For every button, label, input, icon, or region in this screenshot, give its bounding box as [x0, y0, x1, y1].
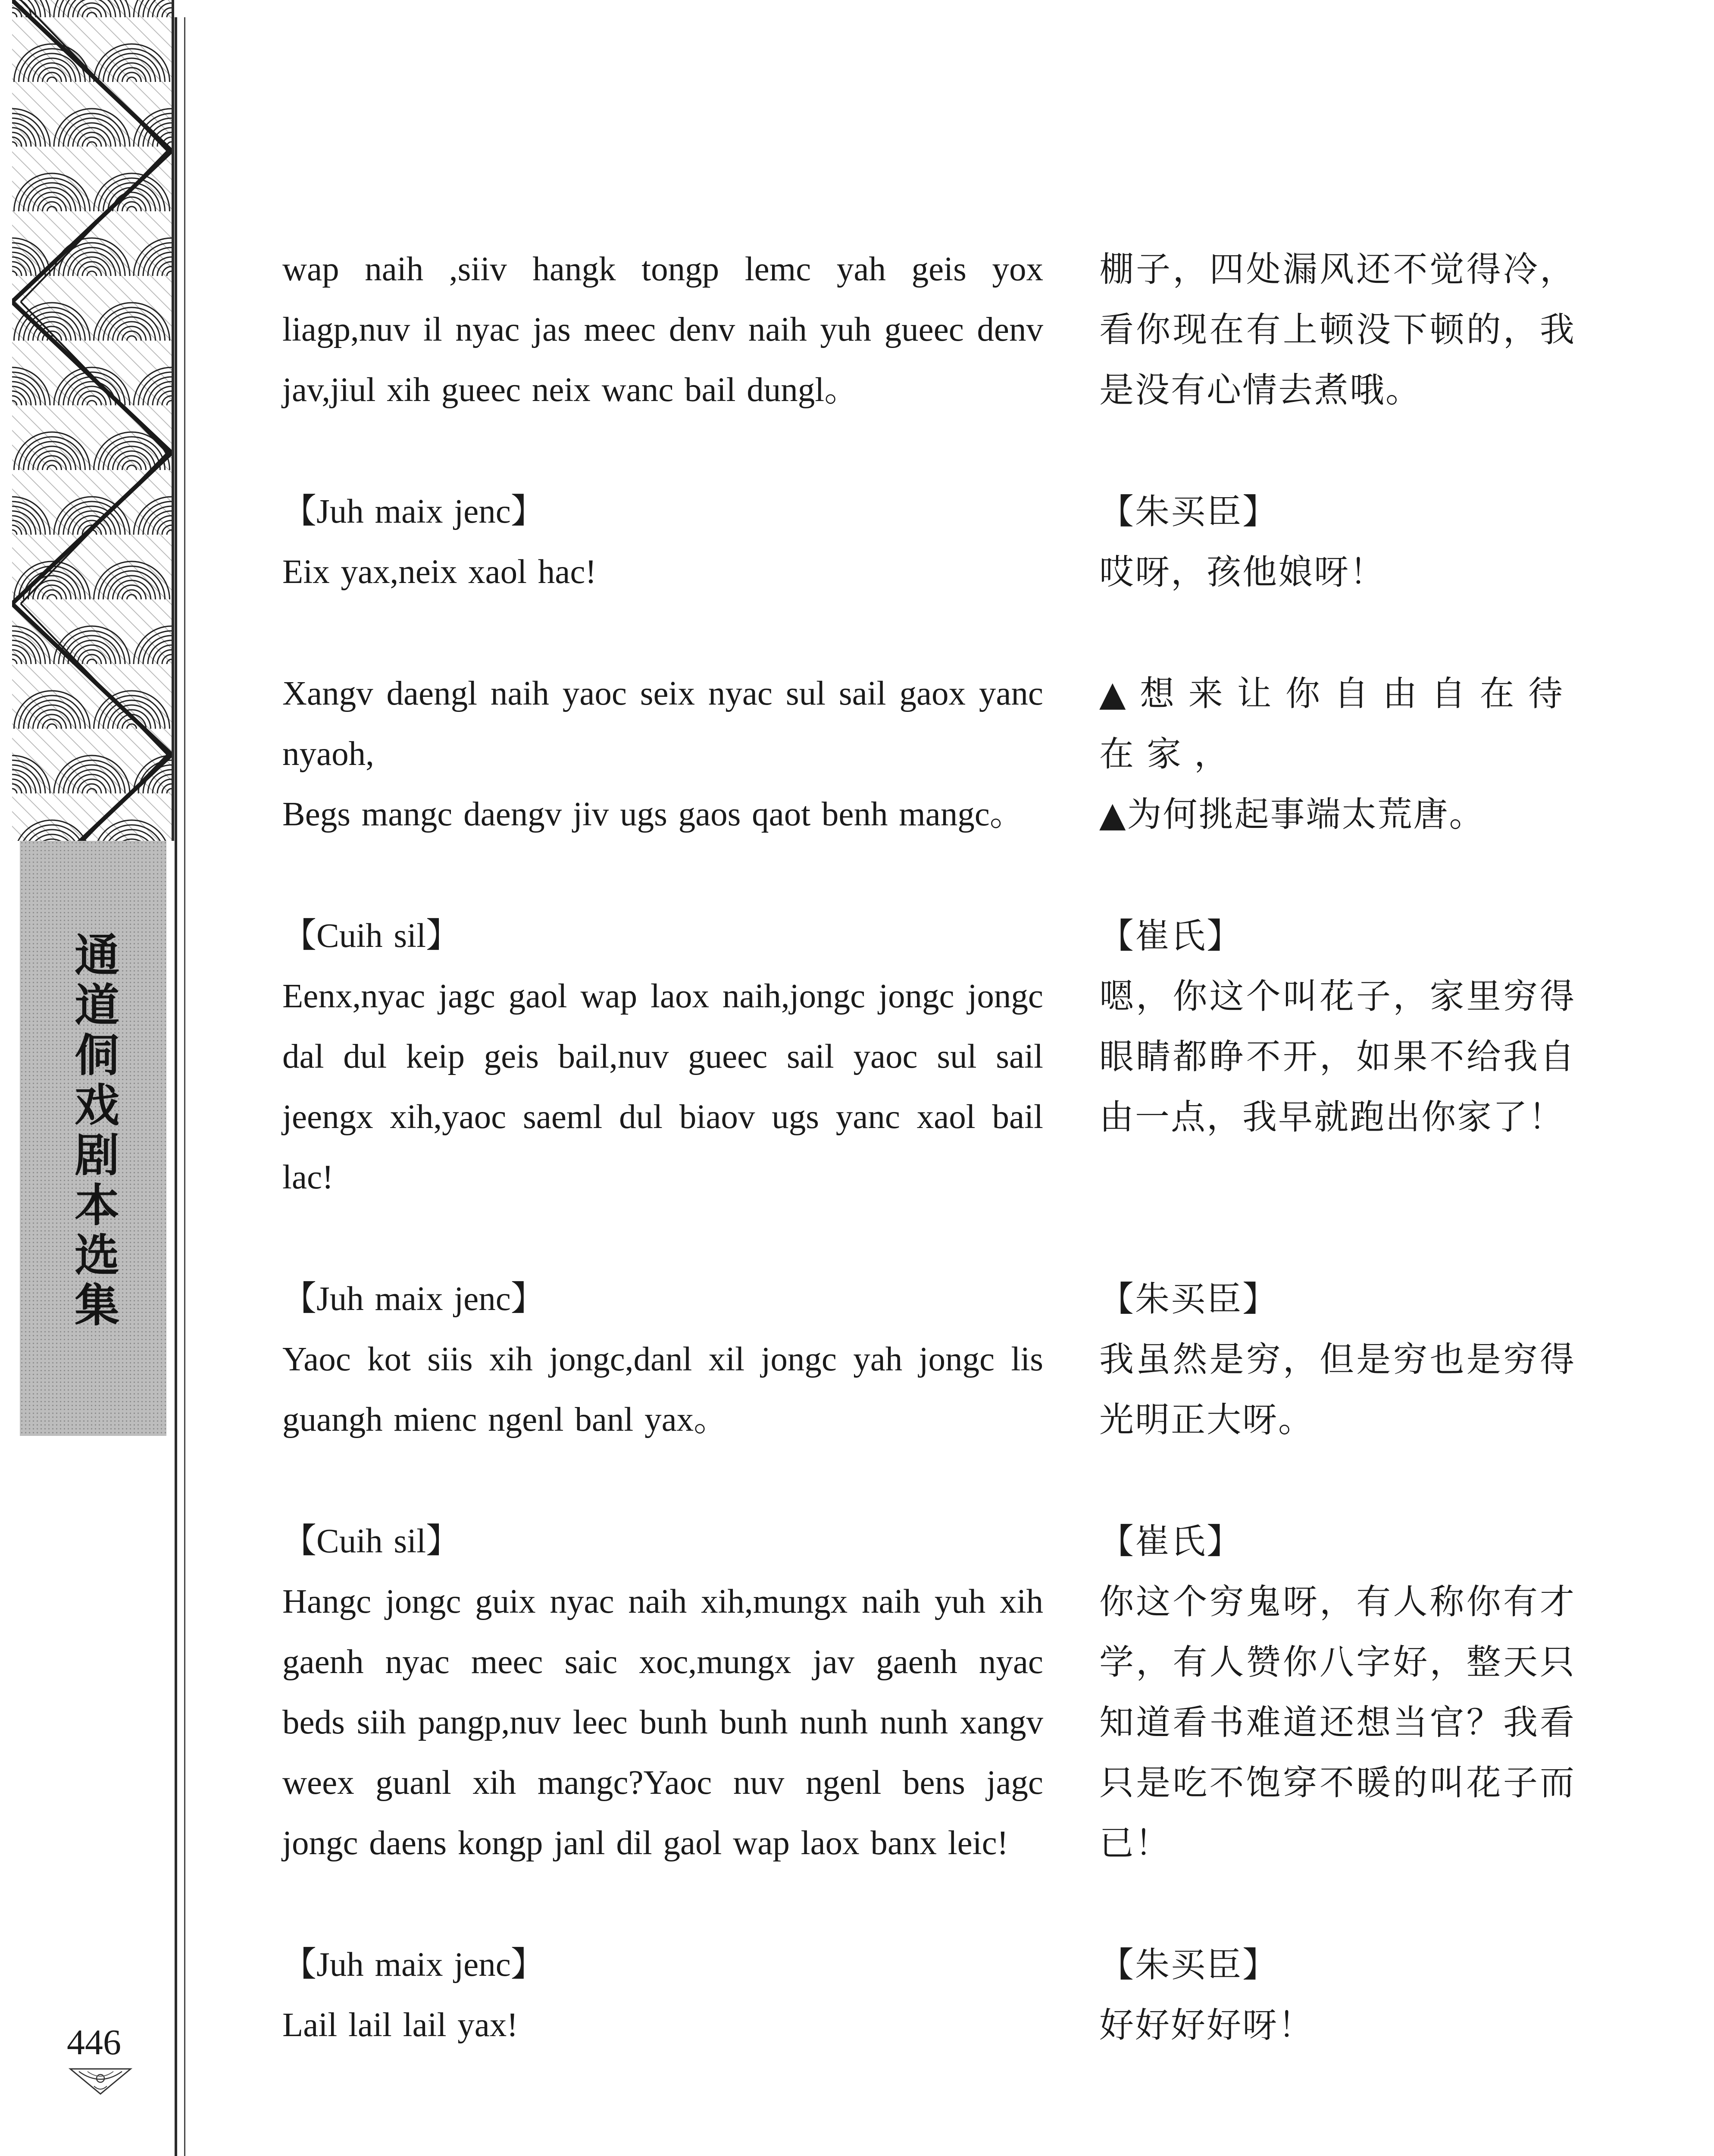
chinese-text-column	[1099, 482, 1576, 602]
chinese-text-column	[1099, 664, 1576, 845]
speaker-label: 【崔氏】	[1099, 916, 1242, 956]
bilingual-text	[282, 239, 1576, 2117]
text-block	[282, 482, 1576, 602]
text-block	[282, 664, 1576, 845]
margin-rule-thin	[184, 17, 185, 2156]
chinese-paragraph: 嗯，你这个叫花子，家里穷得眼睛都睁不开，如果不给我自由一点，我早就跑出你家了！	[1099, 976, 1576, 1137]
speaker-label: 【Juh maix jenc】	[282, 1946, 545, 1984]
chinese-text-column	[1099, 1269, 1576, 1450]
speaker-label: 【朱买臣】	[1099, 1945, 1278, 1985]
dong-text-column	[282, 239, 1043, 420]
chinese-text-column	[1099, 239, 1576, 420]
page-number: 446	[67, 2022, 121, 2062]
speaker-label: 【Cuih sil】	[282, 1523, 460, 1560]
dong-text-column	[282, 482, 1043, 602]
text-block	[282, 1269, 1576, 1450]
speaker-label: 【崔氏】	[1099, 1521, 1242, 1561]
dong-text-column	[282, 1511, 1043, 1874]
chinese-text-column	[1099, 906, 1576, 1208]
speaker-label: 【Juh maix jenc】	[282, 1280, 545, 1318]
book-title-panel	[20, 841, 166, 1436]
chinese-paragraph: ▲想来让你自由自在待在家，	[1099, 674, 1576, 774]
text-block	[282, 906, 1576, 1208]
dong-text-column	[282, 1269, 1043, 1450]
dong-paragraph: Hangc jongc guix nyac naih xih,mungx naih yuh xih gaenh nyac meec saic xoc,mungx jav gaenh nyac beds siih pangp,nuv leec bunh bunh nunh nunh xangv weex guanl xih mangc?Yaoc nuv ngenl bens jagc jongc daens kongp janl dil gaol wap laox banx leic!	[282, 1583, 1043, 1862]
dong-paragraph: Yaoc kot siis xih jongc,danl xil jongc yah jongc lis guangh mienc ngenl banl yax。	[282, 1341, 1043, 1438]
chinese-text-column	[1099, 1935, 1576, 2056]
dong-paragraph: Xangv daengl naih yaoc seix nyac sul sail gaox yanc nyaoh,	[282, 675, 1043, 773]
dong-text-column	[282, 664, 1043, 845]
text-block	[282, 239, 1576, 420]
chinese-text-column	[1099, 1511, 1576, 1874]
text-block	[282, 1511, 1576, 1874]
dong-paragraph: Begs mangc daengv jiv ugs gaos qaot benh mangc。	[282, 796, 1024, 833]
margin-rule-thick	[175, 17, 177, 2156]
dong-text-column	[282, 906, 1043, 1208]
dong-text-column	[282, 1935, 1043, 2056]
chinese-paragraph: ▲为何挑起事端太荒唐。	[1099, 794, 1485, 834]
chinese-paragraph: 你这个穷鬼呀，有人称你有才学，有人赞你八字好，整天只知道看书难道还想当官？我看只是吃不饱穿不暖的叫花子而已！	[1099, 1582, 1576, 1863]
dong-paragraph: Eix yax,neix xaol hac!	[282, 553, 597, 591]
speaker-label: 【朱买臣】	[1099, 492, 1278, 532]
page-number-flourish-icon	[68, 2065, 133, 2096]
text-block	[282, 1935, 1576, 2056]
speaker-label: 【朱买臣】	[1099, 1279, 1278, 1319]
wave-pattern-graphic	[12, 0, 172, 841]
dong-paragraph: Eenx,nyac jagc gaol wap laox naih,jongc jongc jongc dal dul keip geis bail,nuv gueec sail yaoc sul sail jeengx xih,yaoc saeml dul biaov ugs yanc xaol bail lac!	[282, 978, 1043, 1196]
chinese-paragraph: 棚子，四处漏风还不觉得冷，看你现在有上顿没下顿的，我是没有心情去煮哦。	[1099, 249, 1576, 410]
chinese-paragraph: 哎呀，孩他娘呀！	[1099, 552, 1386, 592]
speaker-label: 【Juh maix jenc】	[282, 493, 545, 530]
book-title: 通道侗戏剧本选集	[67, 931, 119, 1332]
chinese-paragraph: 好好好好呀！	[1099, 2005, 1314, 2045]
dong-paragraph: Lail lail lail yax!	[282, 2006, 518, 2044]
chinese-paragraph: 我虽然是穷，但是穷也是穷得光明正大呀。	[1099, 1339, 1576, 1440]
speaker-label: 【Cuih sil】	[282, 917, 460, 955]
dong-paragraph: wap naih ,siiv hangk tongp lemc yah geis yox liagp,nuv il nyac jas meec denv naih yuh gueec denv jav,jiul xih gueec neix wanc bail dungl。	[282, 251, 1043, 409]
decorative-pattern-band	[12, 0, 174, 841]
